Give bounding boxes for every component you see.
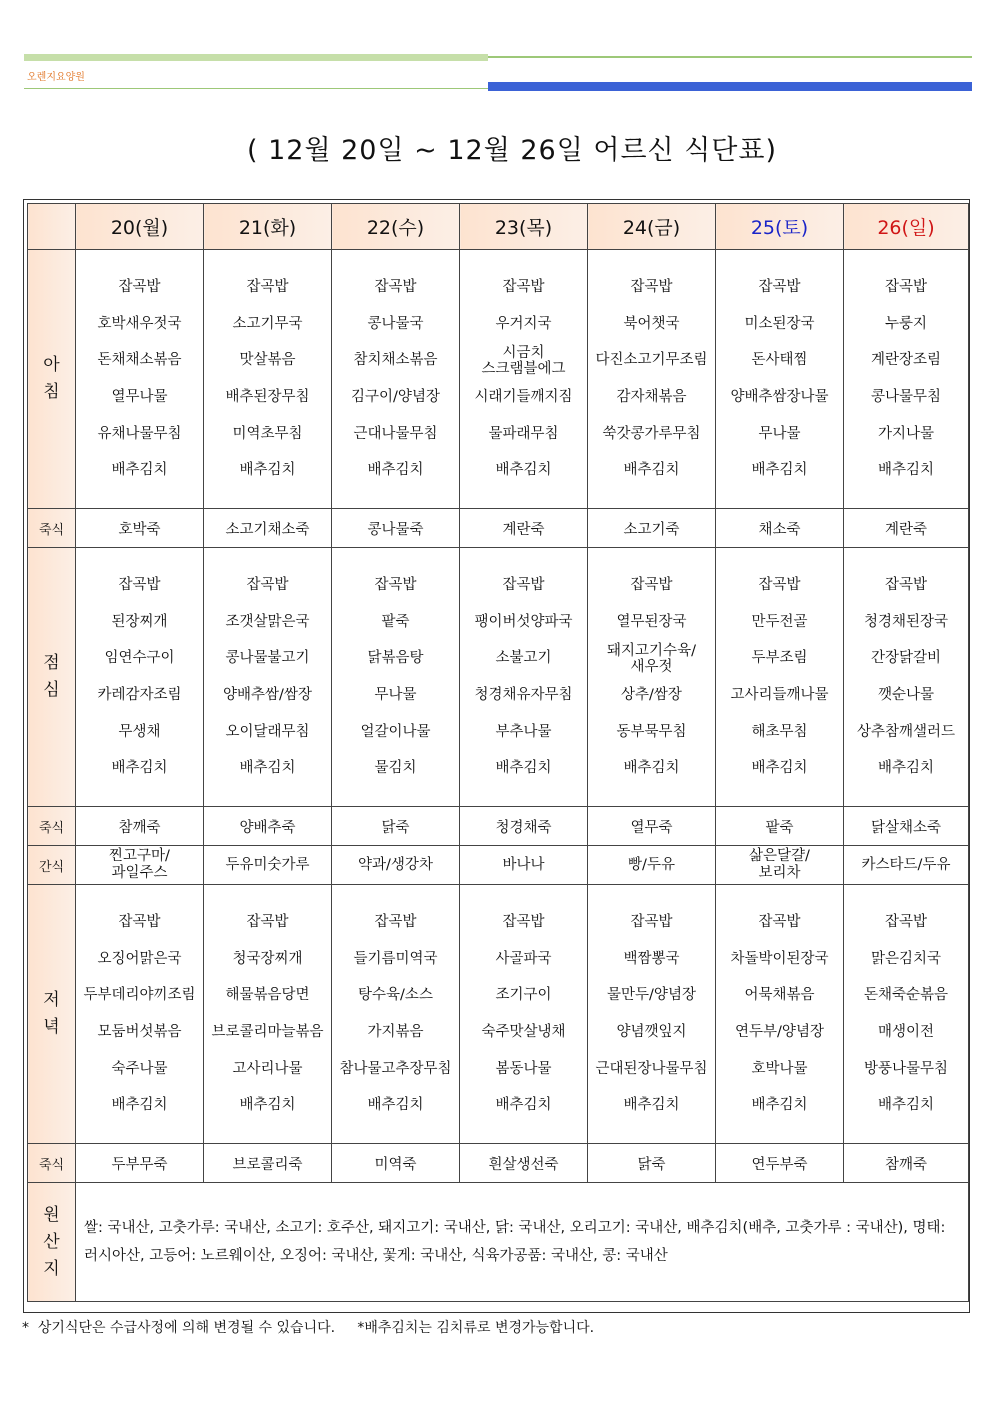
menu-item: 잡곡밥 <box>374 913 417 930</box>
day-header: 26(일) <box>844 204 969 250</box>
menu-item: 돈채죽순볶음 <box>863 987 949 1004</box>
menu-item: 참나물고추장무침 <box>339 1060 452 1077</box>
header-bar-green <box>24 54 488 61</box>
breakfast-porridge-cell: 계란죽 <box>460 509 588 548</box>
menu-item: 브로콜리마늘볶음 <box>211 1024 324 1040</box>
menu-item: 팽이버섯양파국 <box>474 613 573 630</box>
lunch-cell <box>204 548 332 807</box>
dinner-cell <box>204 885 332 1144</box>
menu-item: 만두전골 <box>751 613 808 630</box>
lunch-porridge-cell: 닭살채소죽 <box>844 807 969 846</box>
snack-label: 간식 <box>28 846 76 885</box>
menu-item: 시래기들깨지짐 <box>474 389 573 405</box>
menu-item: 깻순나물 <box>877 687 935 703</box>
menu-item: 잡곡밥 <box>246 913 289 930</box>
menu-item: 봄동나물 <box>495 1060 552 1077</box>
snack-cell: 찐고구마/ 과일주스 <box>76 846 204 885</box>
menu-item: 배추김치 <box>877 760 935 777</box>
menu-item: 감자채볶음 <box>616 389 687 405</box>
menu-item: 참치채소볶음 <box>353 352 438 369</box>
breakfast-cell <box>588 250 716 509</box>
menu-item: 배추김치 <box>877 462 935 479</box>
menu-item: 잡곡밥 <box>118 576 161 593</box>
breakfast-porridge-row <box>28 509 969 548</box>
menu-item: 배추김치 <box>751 462 808 479</box>
menu-item: 물파래무침 <box>488 425 559 442</box>
menu-item: 콩나물국 <box>367 315 424 332</box>
menu-item: 잡곡밥 <box>758 278 801 295</box>
menu-item: 배추김치 <box>623 760 680 777</box>
menu-item: 잡곡밥 <box>884 576 928 593</box>
menu-item: 잡곡밥 <box>630 913 673 930</box>
menu-item: 잡곡밥 <box>758 913 801 930</box>
menu-item: 배추김치 <box>751 760 808 777</box>
menu-item: 배추된장무침 <box>225 389 310 405</box>
menu-item: 가지나물 <box>877 425 935 442</box>
header-line-left <box>24 88 488 89</box>
snack-cell: 빵/두유 <box>588 846 716 885</box>
org-name: 오렌지요양원 <box>27 72 85 83</box>
lunch-porridge-cell: 닭죽 <box>332 807 460 846</box>
menu-item: 청국장찌개 <box>232 950 303 967</box>
breakfast-row <box>28 250 969 509</box>
breakfast-cell <box>332 250 460 509</box>
menu-item: 배추김치 <box>877 1097 935 1114</box>
breakfast-porridge-cell: 채소죽 <box>716 509 844 548</box>
menu-item: 다진소고기무조림 <box>595 352 708 369</box>
menu-table <box>27 203 969 1302</box>
dinner-cell <box>844 885 969 1144</box>
menu-item: 무나물 <box>374 687 417 703</box>
menu-item: 근대나물무침 <box>353 425 438 442</box>
lunch-porridge-row <box>28 807 969 846</box>
menu-item: 쑥갓콩가루무침 <box>602 425 701 442</box>
menu-item: 호박나물 <box>751 1060 808 1077</box>
day-header: 20(월) <box>76 204 204 250</box>
snack-cell: 카스타드/두유 <box>844 846 969 885</box>
menu-item: 콩나물무침 <box>870 389 942 405</box>
menu-item: 미역초무침 <box>232 425 303 442</box>
menu-item: 콩나물불고기 <box>225 650 310 667</box>
lunch-porridge-cell: 양배추죽 <box>204 807 332 846</box>
menu-item: 상추/쌈장 <box>621 687 682 703</box>
breakfast-porridge-cell: 소고기채소죽 <box>204 509 332 548</box>
header-bar-blue <box>488 82 972 91</box>
breakfast-cell <box>460 250 588 509</box>
lunch-row <box>28 548 969 807</box>
menu-item: 매생이전 <box>877 1024 935 1040</box>
menu-item: 카레감자조림 <box>97 687 182 703</box>
dinner-porridge-cell: 닭죽 <box>588 1144 716 1183</box>
menu-item: 소고기무국 <box>232 315 303 332</box>
breakfast-porridge-cell: 계란죽 <box>844 509 969 548</box>
menu-item: 북어챗국 <box>623 315 680 332</box>
menu-item: 잡곡밥 <box>758 576 801 593</box>
dinner-porridge-cell: 미역죽 <box>332 1144 460 1183</box>
origin-row <box>28 1183 969 1302</box>
menu-item: 잡곡밥 <box>884 913 928 930</box>
snack-cell: 바나나 <box>460 846 588 885</box>
menu-item: 돈사태찜 <box>751 352 808 369</box>
menu-item: 팥죽 <box>381 613 410 630</box>
menu-item: 가지볶음 <box>367 1024 424 1040</box>
dinner-porridge-cell: 두부무죽 <box>76 1144 204 1183</box>
dinner-cell <box>588 885 716 1144</box>
menu-item: 물김치 <box>374 760 417 777</box>
day-header: 22(수) <box>332 204 460 250</box>
menu-item: 계란장조림 <box>870 352 942 369</box>
menu-item: 누룽지 <box>884 315 928 332</box>
lunch-label: 점 심 <box>28 548 76 807</box>
breakfast-cell <box>844 250 969 509</box>
origin-text: 쌀: 국내산, 고춧가루: 국내산, 소고기: 호주산, 돼지고기: 국내산, 닭: 국내산, 오리고기: 국내산, 배추김치(배추, 고춧가루 : 국내산), 명태: 러시아산, 고등어: 노르웨이산, 오징어: 국내산, 꽃게: 국내산, 식육가공품: 국내산, 콩: 국내산 <box>76 1183 969 1302</box>
menu-item: 돈채채소볶음 <box>97 352 182 369</box>
dinner-row <box>28 885 969 1144</box>
menu-item: 배추김치 <box>623 462 680 479</box>
snack-cell: 약과/생강차 <box>332 846 460 885</box>
menu-item: 연두부/양념장 <box>735 1024 824 1040</box>
day-header: 24(금) <box>588 204 716 250</box>
menu-item: 물만두/양념장 <box>607 987 696 1004</box>
menu-item: 잡곡밥 <box>118 278 161 295</box>
origin-label: 원 산 지 <box>28 1183 76 1302</box>
menu-item: 해초무침 <box>751 723 808 740</box>
menu-item: 열무나물 <box>111 389 168 405</box>
day-header: 23(목) <box>460 204 588 250</box>
menu-item: 청경채된장국 <box>863 613 949 630</box>
page-title: ( 12월 20일 ~ 12월 26일 어르신 식단표) <box>246 135 777 166</box>
menu-item: 탕수육/소스 <box>358 987 433 1004</box>
menu-item: 어묵채볶음 <box>744 987 815 1004</box>
menu-item: 닭볶음탕 <box>367 650 424 667</box>
menu-item: 숙주나물 <box>111 1060 168 1077</box>
menu-item: 모둠버섯볶음 <box>97 1024 182 1040</box>
menu-item: 숙주맛살냉채 <box>481 1024 566 1040</box>
menu-item: 배추김치 <box>111 760 168 777</box>
menu-frame <box>23 199 970 1313</box>
menu-item: 호박새우젓국 <box>97 315 182 332</box>
day-header: 21(화) <box>204 204 332 250</box>
breakfast-cell <box>76 250 204 509</box>
breakfast-cell <box>716 250 844 509</box>
menu-item: 열무된장국 <box>616 613 687 630</box>
menu-item: 배추김치 <box>623 1097 680 1114</box>
breakfast-cell <box>204 250 332 509</box>
lunch-porridge-cell: 팥죽 <box>716 807 844 846</box>
menu-item: 조갯살맑은국 <box>225 613 310 630</box>
menu-item: 상추참깨샐러드 <box>856 723 956 740</box>
menu-item: 잡곡밥 <box>118 913 161 930</box>
menu-item: 임연수구이 <box>104 650 175 667</box>
lunch-porridge-label: 죽식 <box>28 807 76 846</box>
menu-item: 배추김치 <box>367 462 424 479</box>
menu-item: 청경채유자무침 <box>474 687 573 703</box>
dinner-cell <box>332 885 460 1144</box>
menu-item: 무생채 <box>118 723 161 740</box>
dinner-porridge-row <box>28 1144 969 1183</box>
dinner-cell <box>460 885 588 1144</box>
lunch-porridge-cell: 참깨죽 <box>76 807 204 846</box>
menu-item: 잡곡밥 <box>502 913 545 930</box>
lunch-cell <box>716 548 844 807</box>
dinner-porridge-cell: 참깨죽 <box>844 1144 969 1183</box>
menu-item: 잡곡밥 <box>630 576 673 593</box>
menu-item: 잡곡밥 <box>246 576 289 593</box>
menu-item: 배추김치 <box>495 760 552 777</box>
breakfast-porridge-label: 죽식 <box>28 509 76 548</box>
menu-item: 배추김치 <box>239 462 296 479</box>
menu-item: 배추김치 <box>367 1097 424 1114</box>
header-row <box>28 204 969 250</box>
menu-item: 무나물 <box>758 425 801 442</box>
breakfast-porridge-cell: 소고기죽 <box>588 509 716 548</box>
breakfast-label: 아 침 <box>28 250 76 509</box>
footnote: * 상기식단은 수급사정에 의해 변경될 수 있습니다. *배추김치는 김치류로 변경가능합니다. <box>22 1320 595 1336</box>
header-corner <box>28 204 76 250</box>
menu-item: 배추김치 <box>495 1097 552 1114</box>
dinner-porridge-cell: 브로콜리죽 <box>204 1144 332 1183</box>
day-header: 25(토) <box>716 204 844 250</box>
menu-item: 유채나물무침 <box>97 425 182 442</box>
menu-item: 잡곡밥 <box>630 278 673 295</box>
breakfast-porridge-cell: 호박죽 <box>76 509 204 548</box>
menu-item: 잡곡밥 <box>374 278 417 295</box>
menu-item: 방풍나물무침 <box>863 1060 949 1077</box>
menu-item: 배추김치 <box>239 760 296 777</box>
lunch-cell <box>460 548 588 807</box>
dinner-porridge-label: 죽식 <box>28 1144 76 1183</box>
menu-item: 부추나물 <box>495 723 552 740</box>
menu-item: 맑은김치국 <box>870 950 942 967</box>
menu-item: 배추김치 <box>751 1097 808 1114</box>
menu-item: 잡곡밥 <box>246 278 289 295</box>
dinner-label: 저 녁 <box>28 885 76 1144</box>
menu-item: 맛살볶음 <box>239 352 296 369</box>
menu-item: 양배추쌈/쌈장 <box>223 687 312 703</box>
menu-item: 잡곡밥 <box>374 576 417 593</box>
menu-item: 해물볶음당면 <box>225 987 310 1004</box>
menu-item: 배추김치 <box>239 1097 296 1114</box>
dinner-porridge-cell: 흰살생선죽 <box>460 1144 588 1183</box>
menu-item: 미소된장국 <box>744 315 815 332</box>
menu-item: 오이달래무침 <box>225 723 310 740</box>
menu-item: 사골파국 <box>495 950 552 967</box>
menu-item: 잡곡밥 <box>502 278 545 295</box>
lunch-porridge-cell: 열무죽 <box>588 807 716 846</box>
menu-item: 우거지국 <box>495 315 552 332</box>
menu-item: 돼지고기수육/ 새우젓 <box>607 642 696 675</box>
menu-item: 잡곡밥 <box>502 576 545 593</box>
snack-row <box>28 846 969 885</box>
menu-item: 고사리나물 <box>232 1060 303 1077</box>
dinner-cell <box>76 885 204 1144</box>
menu-item: 소불고기 <box>495 650 552 667</box>
menu-item: 간장닭갈비 <box>870 650 942 667</box>
breakfast-porridge-cell: 콩나물죽 <box>332 509 460 548</box>
menu-item: 조기구이 <box>495 987 552 1004</box>
menu-item: 들기름미역국 <box>353 950 438 967</box>
dinner-porridge-cell: 연두부죽 <box>716 1144 844 1183</box>
menu-item: 양념깻잎지 <box>616 1024 687 1040</box>
menu-item: 시금치 스크램블에그 <box>481 344 566 377</box>
menu-item: 배추김치 <box>495 462 552 479</box>
lunch-cell <box>844 548 969 807</box>
menu-item: 고사리들깨나물 <box>730 687 829 703</box>
menu-item: 오징어맑은국 <box>97 950 182 967</box>
menu-item: 동부묵무침 <box>616 723 687 740</box>
menu-item: 양배추쌈장나물 <box>730 389 829 405</box>
menu-item: 근대된장나물무침 <box>595 1060 708 1077</box>
menu-item: 두부데리야끼조림 <box>83 987 196 1004</box>
header-line-green <box>488 56 972 58</box>
lunch-cell <box>76 548 204 807</box>
menu-item: 배추김치 <box>111 1097 168 1114</box>
dinner-cell <box>716 885 844 1144</box>
menu-item: 두부조림 <box>751 650 808 667</box>
lunch-cell <box>332 548 460 807</box>
lunch-cell <box>588 548 716 807</box>
menu-item: 배추김치 <box>111 462 168 479</box>
snack-cell: 두유미숫가루 <box>204 846 332 885</box>
menu-item: 김구이/양념장 <box>351 389 440 405</box>
menu-item: 얼갈이나물 <box>360 723 431 740</box>
menu-item: 잡곡밥 <box>884 278 928 295</box>
menu-item: 된장찌개 <box>111 613 168 630</box>
lunch-porridge-cell: 청경채죽 <box>460 807 588 846</box>
menu-item: 백짬뽕국 <box>623 950 680 967</box>
snack-cell: 삶은달걀/ 보리차 <box>716 846 844 885</box>
menu-item: 차돌박이된장국 <box>730 950 829 967</box>
